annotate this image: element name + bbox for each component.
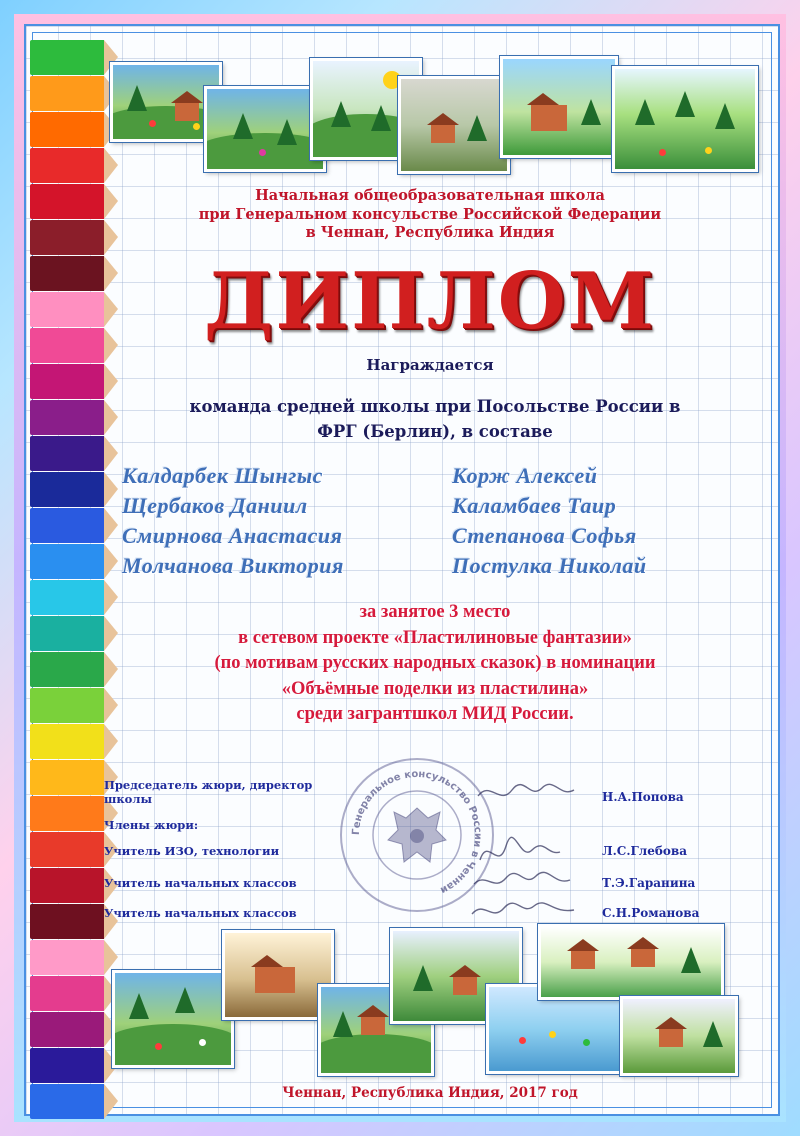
member-name: Щербаков Даниил	[122, 493, 308, 518]
school-line: при Генеральном консульстве Российской Федерации	[198, 205, 662, 223]
bottom-photo-7	[620, 996, 738, 1076]
pencil-icon	[30, 868, 104, 903]
jury-member2-name: Т.Э.Гаранина	[602, 876, 696, 890]
school-line: Начальная общеобразовательная школа	[255, 187, 605, 204]
pencil-icon	[30, 40, 104, 75]
jury-member1-role: Учитель ИЗО, технологии	[104, 844, 280, 858]
jury-member1-name: Л.С.Глебова	[602, 844, 688, 858]
jury-section	[104, 778, 734, 928]
pencil-icon	[30, 1048, 104, 1083]
footer-place-year: Ченнан, Республика Индия, 2017 год	[282, 1085, 578, 1101]
pencil-icon	[30, 688, 104, 723]
jury-chair-name: Н.А.Попова	[602, 790, 684, 804]
pencil-icon	[30, 832, 104, 867]
pencil-icon	[30, 436, 104, 471]
merit-line: в сетевом проекте «Пластилиновые фантазии»	[238, 627, 632, 648]
merit-line: (по мотивам русских народных сказок) в номинации	[214, 653, 656, 673]
pencil-icon	[30, 508, 104, 543]
jury-member3-role: Учитель начальных классов	[104, 906, 297, 920]
pencil-icon	[30, 292, 104, 327]
pencil-icon	[30, 256, 104, 291]
jury-chair-role-line1: Председатель жюри, директор	[104, 778, 313, 792]
members-right-column	[452, 461, 762, 581]
pencil-icon	[30, 940, 104, 975]
pencil-icon	[30, 616, 104, 651]
pencil-icon	[30, 724, 104, 759]
diploma-title: ДИПЛОМ	[204, 256, 656, 347]
pencil-icon	[30, 472, 104, 507]
pencil-icon	[30, 796, 104, 831]
school-name	[150, 187, 710, 243]
member-name: Степанова Софья	[452, 523, 637, 548]
stamp-text: Генеральное консульство России в Ченнаи	[350, 768, 484, 896]
member-name: Постулка Николай	[452, 553, 647, 578]
top-photo-4	[398, 76, 510, 174]
jury-chair-role-line2: школы	[104, 792, 152, 806]
member-name: Каламбаев Таир	[452, 493, 617, 518]
pencil-icon	[30, 976, 104, 1011]
jury-member2-role: Учитель начальных классов	[104, 876, 297, 890]
pencil-icon	[30, 580, 104, 615]
pencil-icon	[30, 148, 104, 183]
pencil-icon	[30, 1012, 104, 1047]
merit-line: «Объёмные поделки из пластилина»	[281, 678, 589, 699]
school-line: в Ченнан, Республика Индия	[305, 224, 555, 241]
pencil-icon	[30, 112, 104, 147]
member-name: Корж Алексей	[452, 463, 598, 488]
top-photo-6	[612, 66, 758, 172]
pencil-icon	[30, 904, 104, 939]
team-description	[110, 394, 760, 444]
pencil-icon	[30, 328, 104, 363]
pencil-icon	[30, 184, 104, 219]
pencil-icon	[30, 364, 104, 399]
team-line: команда средней школы при Посольстве России в	[189, 397, 681, 416]
member-name: Калдарбек Шынгыс	[122, 463, 323, 488]
pencil-icon	[30, 76, 104, 111]
pencil-icon	[30, 760, 104, 795]
merit-line: среди загрантшкол МИД России.	[296, 704, 574, 724]
member-name: Молчанова Виктория	[122, 553, 344, 578]
pencil-icon	[30, 400, 104, 435]
awarded-label: Награждается	[366, 356, 494, 374]
bottom-photo-1	[112, 970, 234, 1068]
team-line: ФРГ (Берлин), в составе	[317, 422, 553, 441]
signatures-icon	[470, 776, 590, 926]
member-name: Смирнова Анастасия	[122, 523, 343, 548]
jury-member3-name: С.Н.Романова	[602, 906, 700, 920]
pencil-icon	[30, 1084, 104, 1119]
merit-line: за занятое 3 место	[359, 602, 511, 622]
pencil-icon	[30, 652, 104, 687]
merit-text	[105, 600, 765, 728]
jury-members-label: Члены жюри:	[104, 818, 199, 832]
bottom-photo-6	[538, 924, 724, 1000]
pencil-icon	[30, 220, 104, 255]
pencils-decoration	[30, 40, 104, 1110]
members-left-column	[122, 461, 442, 581]
pencil-icon	[30, 544, 104, 579]
top-photo-5	[500, 56, 618, 158]
top-photo-2	[204, 86, 326, 172]
